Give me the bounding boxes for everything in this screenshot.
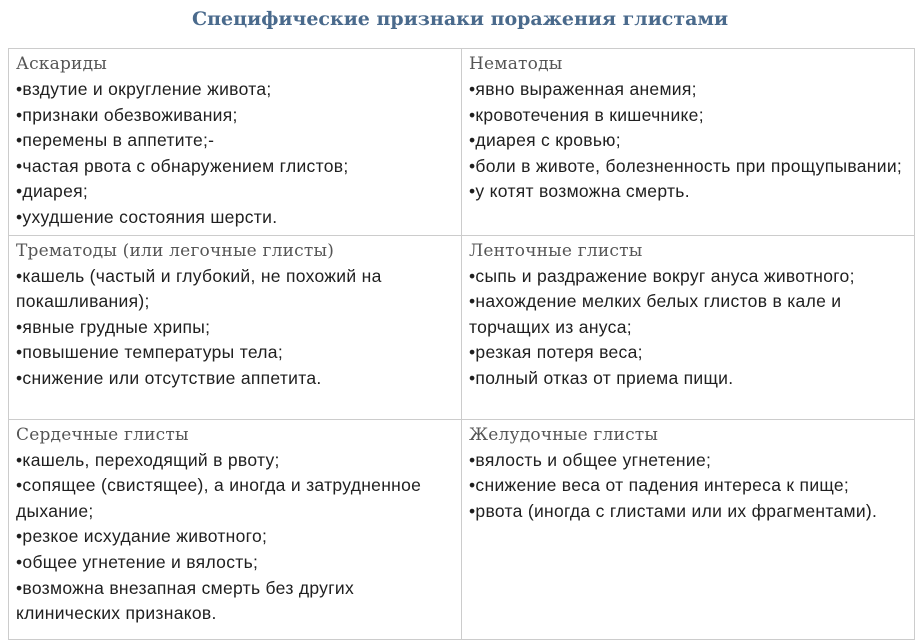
symptom-item: •признаки обезвоживания;	[16, 104, 238, 125]
symptom-item: •кашель, переходящий в рвоту;	[16, 449, 280, 470]
cell-heartworms	[9, 419, 462, 639]
table-row	[9, 235, 915, 419]
symptom-item: •общее угнетение и вялость;	[16, 551, 259, 572]
cell-nematodes	[462, 49, 915, 236]
symptom-item: •сыпь и раздражение вокруг ануса животного;	[469, 265, 855, 286]
symptom-list	[16, 264, 455, 392]
cell-tapeworms	[462, 235, 915, 419]
symptom-list	[16, 77, 455, 231]
symptom-item: •кровотечения в кишечнике;	[469, 104, 704, 125]
page-title: Специфические признаки поражения глистами	[191, 8, 729, 30]
symptom-item: •боли в животе, болезненность при прощупывании;	[469, 155, 903, 176]
symptom-item: •резкое исхудание животного;	[16, 526, 268, 547]
symptom-list	[469, 264, 908, 392]
symptom-item: •частая рвота с обнаружением глистов;	[16, 155, 349, 176]
symptoms-table	[8, 48, 915, 640]
symptom-item: •нахождение мелких белых глистов в кале и торчащих из ануса;	[469, 291, 842, 337]
symptom-item: •сопящее (свистящее), а иногда и затрудненное дыхание;	[16, 475, 422, 521]
cell-trematodes	[9, 235, 462, 419]
symptom-list	[469, 448, 908, 525]
symptom-item: •вздутие и округление живота;	[16, 79, 272, 99]
symptom-item: •кашель (частый и глубокий, не похожий на покашливания);	[16, 265, 382, 312]
symptom-item: •полный отказ от приема пищи.	[469, 367, 734, 388]
symptom-item: •снижение или отсутствие аппетита.	[16, 367, 322, 388]
symptom-item: •возможна внезапная смерть без других клинических признаков.	[16, 577, 355, 624]
symptom-list	[16, 448, 455, 627]
symptom-item: •резкая потеря веса;	[469, 342, 643, 363]
cell-heading: Нематоды	[469, 54, 563, 74]
cell-heading: Аскариды	[16, 54, 107, 74]
symptom-item: •явные грудные хрипы;	[16, 316, 211, 337]
cell-heading: Желудочные глисты	[469, 424, 659, 445]
symptom-list	[469, 77, 908, 205]
symptom-item: •перемены в аппетите;-	[16, 130, 215, 151]
symptom-item: •диарея;	[16, 181, 89, 202]
cell-ascarids	[9, 49, 462, 236]
symptom-item: •явно выраженная анемия;	[469, 79, 697, 99]
cell-heading: Ленточные глисты	[469, 240, 643, 261]
table-row	[9, 419, 915, 639]
cell-stomach-worms	[462, 419, 915, 639]
symptom-item: •снижение веса от падения интереса к пище;	[469, 475, 850, 496]
cell-heading: Сердечные глисты	[16, 424, 189, 445]
symptom-item: •рвота (иногда с глистами или их фрагментами).	[469, 500, 878, 521]
symptom-item: •у котят возможна смерть.	[469, 181, 690, 202]
symptom-item: •повышение температуры тела;	[16, 342, 284, 363]
symptom-item: •ухудшение состояния шерсти.	[16, 206, 278, 227]
cell-heading: Трематоды (или легочные глисты)	[16, 240, 335, 261]
symptom-item: •вялость и общее угнетение;	[469, 449, 712, 470]
symptom-item: •диарея с кровью;	[469, 130, 621, 151]
table-row	[9, 49, 915, 236]
